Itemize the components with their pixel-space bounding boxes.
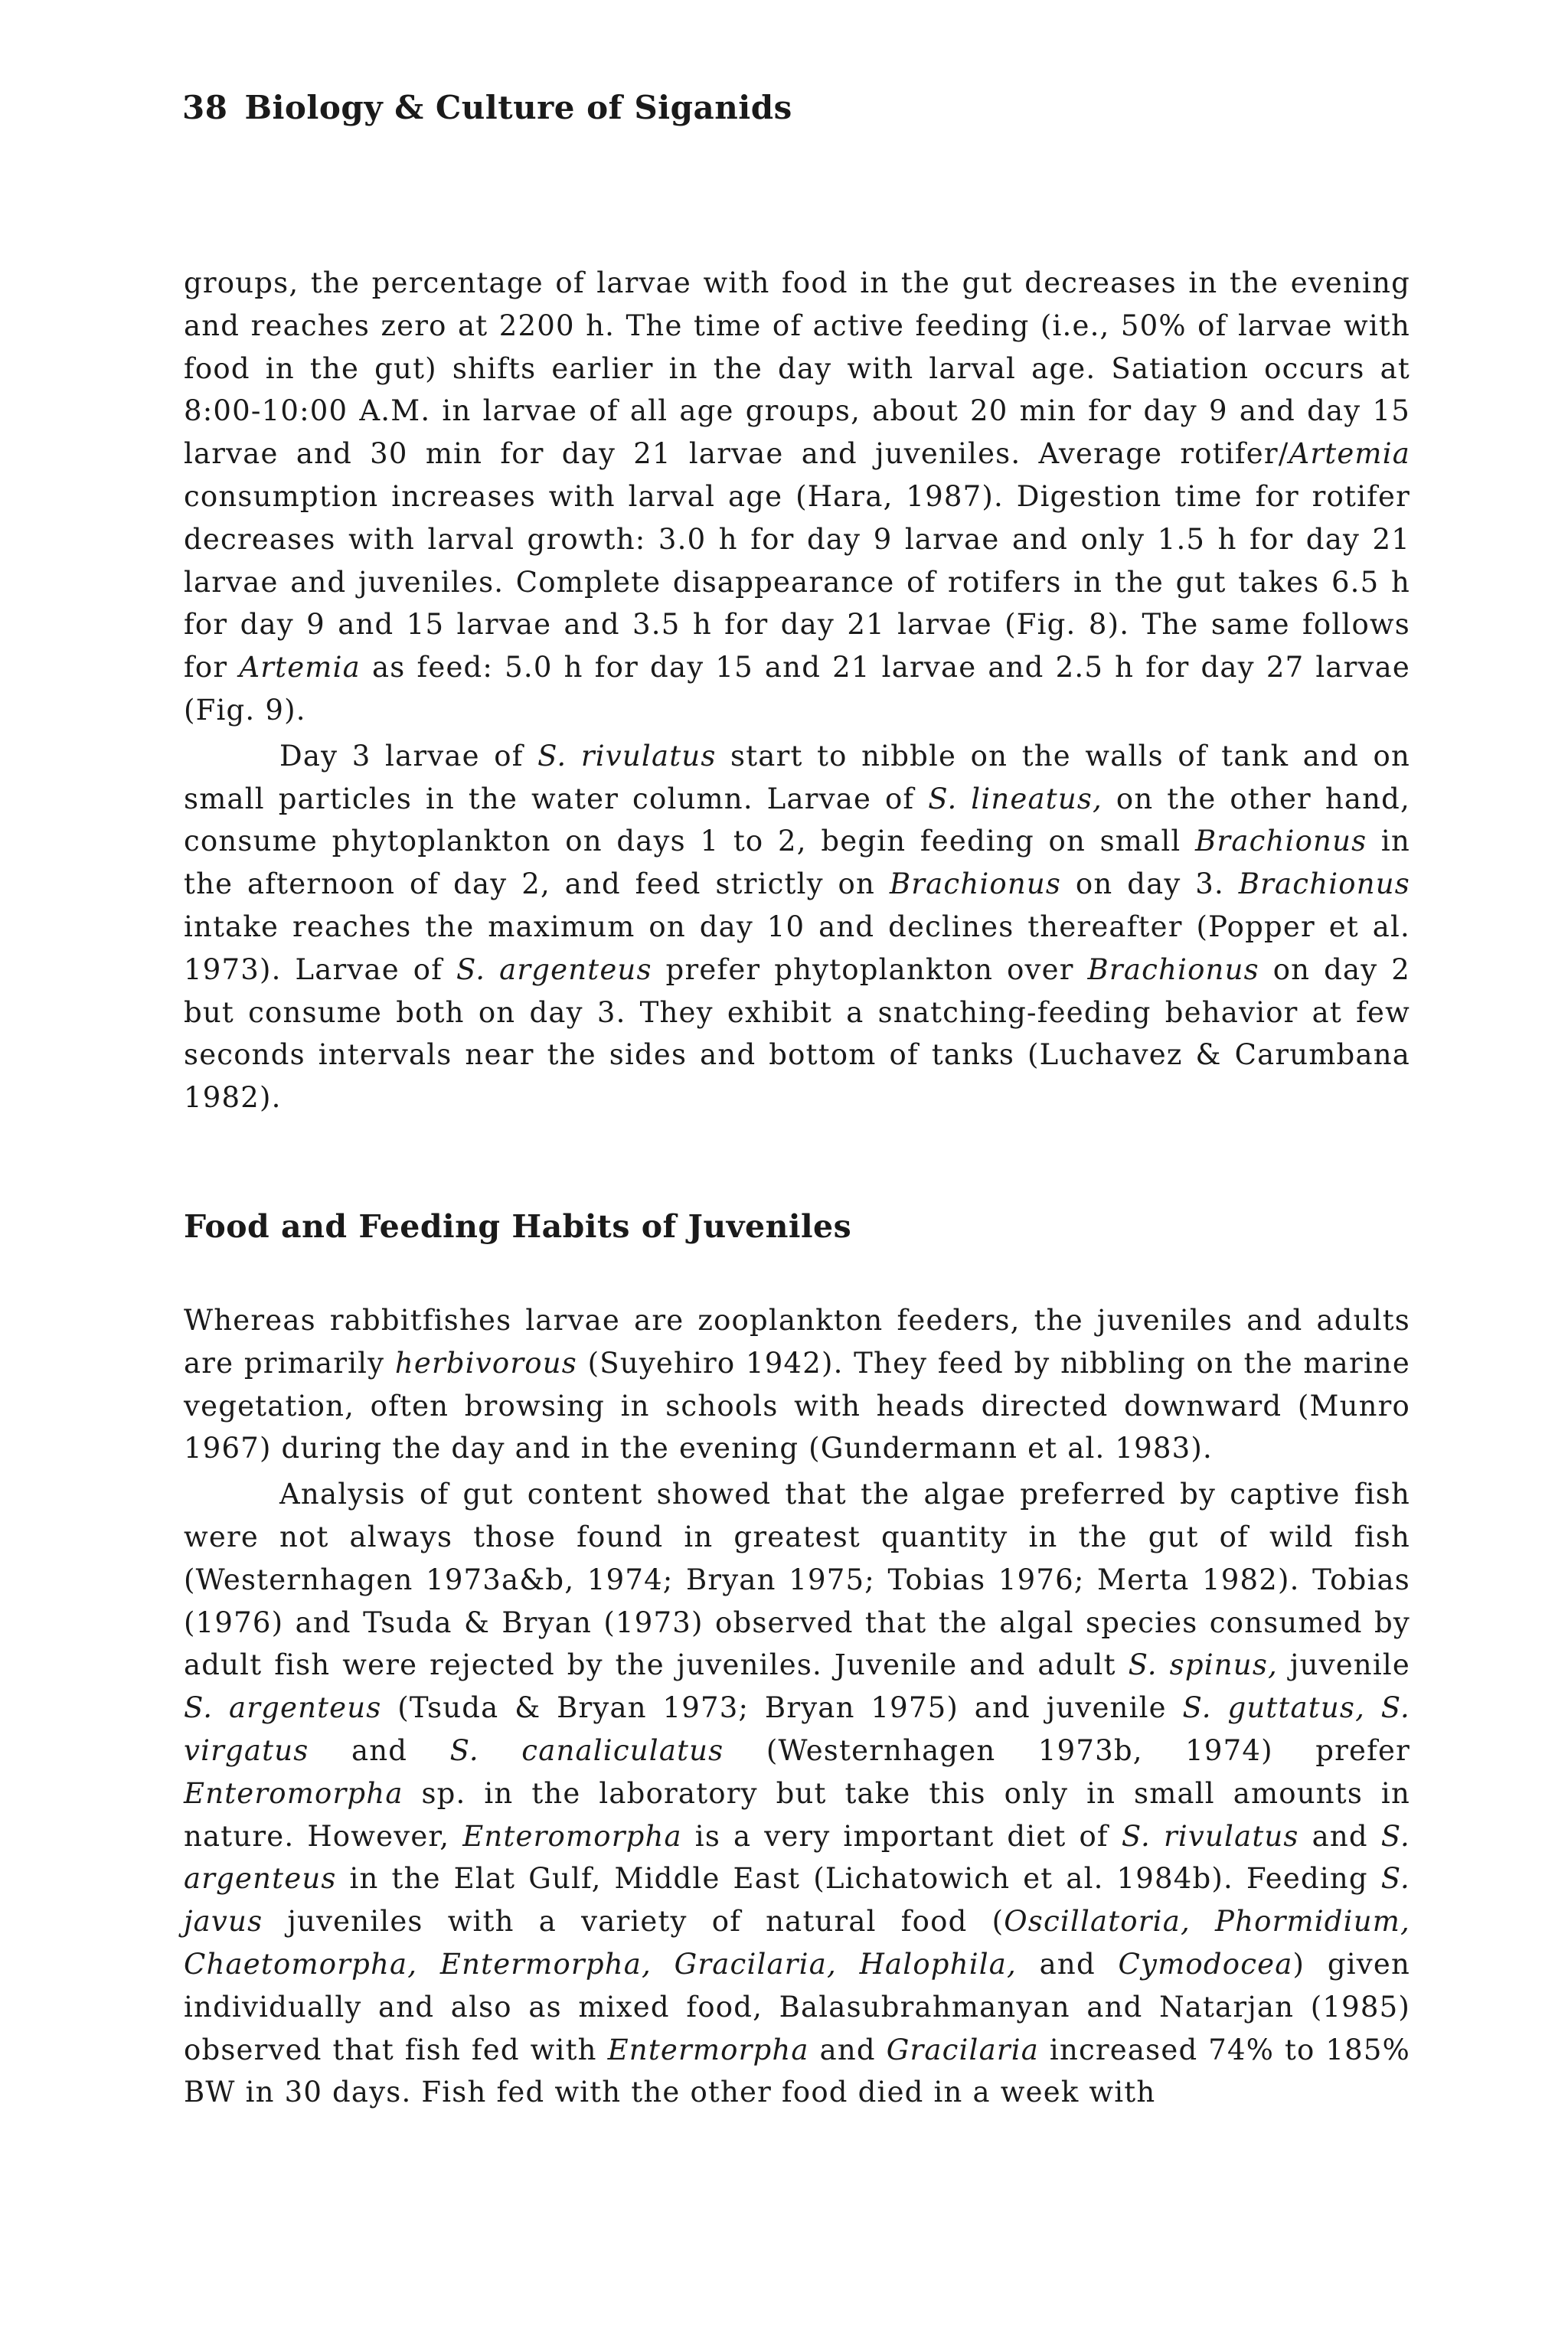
text-run: Day 3 larvae of xyxy=(279,739,538,773)
paragraph-larval-feeding-times xyxy=(184,262,1410,732)
paragraph-gut-content-analysis xyxy=(184,1473,1410,2114)
italic-term: Brachionus xyxy=(1238,867,1410,901)
text-run: and xyxy=(309,1733,450,1767)
body-text-bottom xyxy=(184,1299,1410,2114)
italic-term: S. rivulatus xyxy=(537,739,717,773)
text-run: (Tsuda & Bryan 1973; Bryan 1975) and juvenile xyxy=(381,1691,1183,1725)
italic-term: Gracilaria xyxy=(886,2033,1040,2066)
text-run: sp. in the laboratory but take this only in small amounts in nature. However, xyxy=(184,1776,1410,1853)
paragraph-larval-first-feeding xyxy=(184,735,1410,1119)
text-run: juvenile xyxy=(1277,1648,1410,1682)
text-run: increased 74% to 185% BW in 30 days. Fish fed with the other food died in a week with xyxy=(184,2033,1410,2109)
italic-term: S. argenteus xyxy=(184,1819,1410,1896)
italic-term: Oscillatoria, Phormidium, Chaetomorpha, Entermorpha, Gracilaria, Halophila, xyxy=(184,1905,1410,1981)
text-run: is a very important diet of xyxy=(681,1819,1122,1853)
text-run: (Westernhagen 1973b, 1974) prefer xyxy=(724,1733,1410,1767)
italic-term: S. rivulatus xyxy=(1121,1819,1299,1853)
italic-term: S. canaliculatus xyxy=(449,1733,724,1767)
text-run: consumption increases with larval age (Hara, 1987). Digestion time for rotifer decreases with larval growth: 3.0 h for day 9 larvae and only 1.5 h for day 21 larvae and juveniles. Complete disappearance of rotifers in the gut takes 6.5 h for day 9 and 15 larvae and 3.5 h for day 21 larvae (Fig. 8). The same follows for xyxy=(184,479,1410,684)
section-heading: Food and Feeding Habits of Juveniles xyxy=(184,1208,852,1245)
text-run: in the Elat Gulf, Middle East (Lichatowich et al. 1984b). Feeding xyxy=(336,1862,1381,1896)
running-title: Biology & Culture of Siganids xyxy=(244,89,792,126)
text-run: as feed: 5.0 h for day 15 and 21 larvae and 2.5 h for day 27 larvae (Fig. 9). xyxy=(184,651,1411,727)
text-run: Whereas rabbitfishes larvae are zooplankton feeders, the juveniles and adults are primarily xyxy=(184,1304,1410,1380)
text-run: on day 2 but consume both on day 3. They exhibit a snatching-feeding behavior at few seconds intervals near the sides and bottom of tanks (Luchavez & Carumbana 1982). xyxy=(184,952,1410,1115)
text-run: (Suyehiro 1942). They feed by nibbling on the marine vegetation, often browsing in schools with heads directed downward (Munro 1967) during the day and in the evening (Gundermann et al. 1983). xyxy=(184,1346,1410,1465)
italic-term: Brachionus xyxy=(889,867,1062,901)
italic-term: Enteromorpha xyxy=(462,1819,682,1853)
text-run: on day 3. xyxy=(1061,867,1239,901)
text-run: ) given individually and also as mixed food, Balasubrahmanyan and Natarjan (1985) observed that fish fed with xyxy=(184,1947,1410,2066)
italic-term: herbivorous xyxy=(394,1346,577,1380)
italic-term: S. lineatus, xyxy=(928,782,1102,815)
italic-term: S. argenteus xyxy=(184,1691,382,1725)
text-run: intake reaches the maximum on day 10 and declines thereafter (Popper et al. 1973). Larvae of xyxy=(184,910,1410,986)
text-run: juveniles with a variety of natural food ( xyxy=(263,1905,1004,1939)
text-run: in the afternoon of day 2, and feed strictly on xyxy=(184,825,1410,901)
italic-term: Brachionus xyxy=(1087,952,1259,986)
italic-term: Entermorpha xyxy=(607,2033,809,2066)
running-header xyxy=(182,89,792,126)
text-run: start to nibble on the walls of tank and on small particles in the water column. Larvae of xyxy=(184,739,1410,815)
italic-term: S. guttatus, S. virgatus xyxy=(184,1691,1410,1767)
italic-term: S. argenteus xyxy=(456,952,652,986)
paragraph-juvenile-diet xyxy=(184,1299,1410,1470)
italic-term: Artemia xyxy=(1289,437,1410,471)
text-run: and xyxy=(1017,1947,1119,1981)
text-run: on the other hand, consume phytoplankton on days 1 to 2, begin feeding on small xyxy=(184,782,1410,858)
text-run: groups, the percentage of larvae with food in the gut decreases in the evening and reaches zero at 2200 h. The time of active feeding (i.e., 50% of larvae with food in the gut) shifts earlier in the day with larval age. Satiation occurs at 8:00-10:00 A.M. in larvae of all age groups, about 20 min for day 9 and day 15 larvae and 30 min for day 21 larvae and juveniles. Average rotifer/ xyxy=(184,266,1410,471)
text-run: and xyxy=(808,2033,887,2066)
italic-term: S. javus xyxy=(184,1862,1410,1939)
italic-term: Cymodocea xyxy=(1118,1947,1293,1981)
italic-term: S. spinus, xyxy=(1128,1648,1278,1682)
text-run: Analysis of gut content showed that the algae preferred by captive fish were not always those found in greatest quantity in the gut of wild fish (Westernhagen 1973a&b, 1974; Bryan 1975; Tobias 1976; Merta 1982). Tobias (1976) and Tsuda & Bryan (1973) observed that the algal species consumed by adult fish were rejected by the juveniles. Juvenile and adult xyxy=(184,1478,1410,1682)
text-run: prefer phytoplankton over xyxy=(652,952,1088,986)
body-text-top xyxy=(184,262,1410,1119)
italic-term: Brachionus xyxy=(1195,825,1367,858)
italic-term: Artemia xyxy=(239,651,361,684)
page-number: 38 xyxy=(182,89,228,126)
text-run: and xyxy=(1298,1819,1381,1853)
italic-term: Enteromorpha xyxy=(184,1776,403,1810)
